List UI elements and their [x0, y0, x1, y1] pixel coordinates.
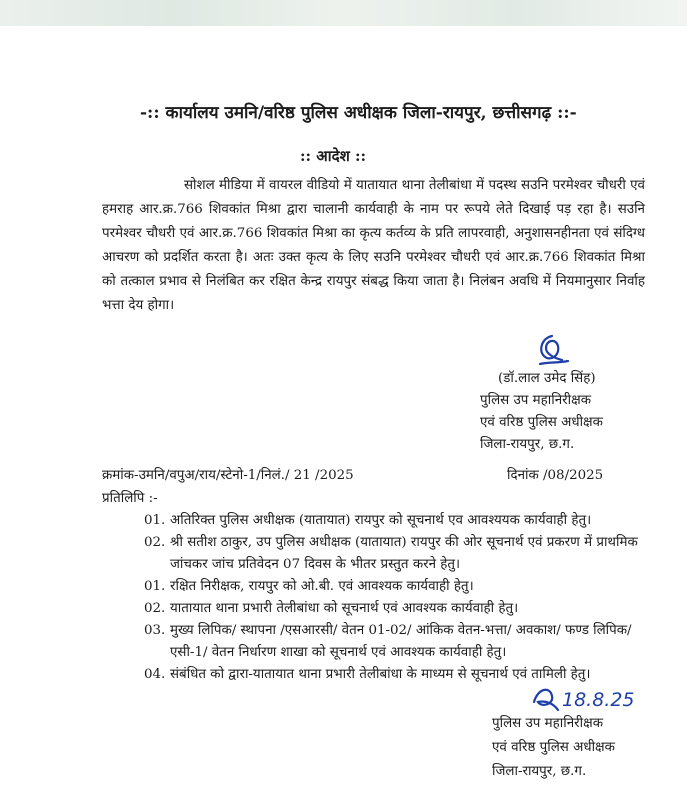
- list-item-text: श्री सतीश ठाकुर, उप पुलिस अधीक्षक (यातायात) रायपुर की ओर सूचनार्थ एवं प्रकरण में प्राथमिक जांचकर जांच प्रतिवेदन 07 दिवस के भीतर प्रस्तुत करने हेतु।: [170, 535, 638, 572]
- reference-number: क्रमांक-उमनि/वपुअ/राय/स्टेनो-1/निलं./ 21 /2025: [102, 468, 354, 483]
- list-item: [144, 532, 654, 576]
- list-item-text: यातायात थाना प्रभारी तेलीबांधा को सूचनार्थ एवं आवश्यक कार्यवाही हेतु।: [170, 601, 519, 616]
- copy-label: प्रतिलिपि :-: [102, 491, 158, 506]
- signature-mark: [532, 330, 572, 370]
- signatory-block-secondary: [492, 712, 672, 784]
- signature-date-annotation: 18.8.25: [562, 689, 635, 711]
- list-item-number: 03.: [144, 623, 166, 638]
- list-item-text: मुख्य लिपिक/ स्थापना /एसआरसी/ वेतन 01-02/ आंकिक वेतन-भत्ता/ अवकाश/ फण्ड लिपिक/ एसी-1/ वेतन निर्धारण शाखा को सूचनार्थ एवं आवश्यक कार्यवाही हेतु।: [170, 623, 632, 660]
- signatory-designation: पुलिस उप महानिरीक्षक: [492, 716, 603, 731]
- order-body-paragraph: सोशल मीडिया में वायरल वीडियो में यातायात थाना तेलीबांधा में पदस्थ सउनि परमेश्वर चौधरी एवं हमराह आर.क्र.766 शिवकांत मिश्रा द्वारा चालानी कार्यवाही के नाम पर रूपये लेते दिखाई पड़ रहा है। सउनि परमेश्वर चौधरी एवं आर.क्र.766 शिवकांत मिश्रा का कृत्य कर्तव्य के प्रति लापरवाही, अनुशासनहीनता एवं संदिग्ध आचरण को प्रदर्शित करता है। अतः उक्त कृत्य के लिए सउनि परमेश्वर चौधरी एवं आर.क्र.766 शिवकांत मिश्रा को तत्काल प्रभाव से निलंबित कर रक्षित केन्द्र रायपुर संबद्ध किया जाता है। निलंबन अवधि में नियमानुसार निर्वाह भत्ता देय होगा।: [102, 178, 645, 313]
- list-item: [144, 576, 654, 598]
- signatory-designation-secondary: एवं वरिष्ठ पुलिस अधीक्षक: [480, 415, 603, 430]
- list-item-text: संबंधित को द्वारा-यातायात थाना प्रभारी तेलीबांधा के माध्यम से सूचनार्थ एवं तामिली हेतु।: [170, 667, 591, 682]
- list-item: [144, 510, 654, 532]
- order-heading: :: आदेश ::: [300, 147, 367, 165]
- list-item-number: 04.: [144, 667, 166, 682]
- list-item-text: रक्षित निरीक्षक, रायपुर को ओ.बी. एवं आवश्यक कार्यवाही हेतु।: [170, 579, 474, 594]
- signatory-location: जिला-रायपुर, छ.ग.: [480, 437, 575, 452]
- list-item-text: अतिरिक्त पुलिस अधीक्षक (यातायात) रायपुर को सूचनार्थ एव आवश्ययक कार्यवाही हेतु।: [170, 513, 592, 528]
- list-item-number: 02.: [144, 601, 166, 616]
- list-item-number: 02.: [144, 535, 166, 550]
- signatory-block: [480, 368, 670, 456]
- reference-date: दिनांक /08/2025: [507, 468, 604, 483]
- signatory-name: (डॉ.लाल उमेद सिंह): [498, 371, 596, 386]
- list-item-number: 01.: [144, 579, 166, 594]
- list-item-number: 01.: [144, 513, 166, 528]
- signatory-designation: पुलिस उप महानिरीक्षक: [480, 393, 591, 408]
- list-item: [144, 620, 654, 664]
- signatory-location: जिला-रायपुर, छ.ग.: [492, 764, 587, 779]
- signature-mark-secondary: [528, 680, 648, 716]
- list-item: [144, 598, 654, 620]
- signatory-designation-secondary: एवं वरिष्ठ पुलिस अधीक्षक: [492, 740, 615, 755]
- office-title: -:: कार्यालय उमनि/वरिष्ठ पुलिस अधीक्षक जिला-रायपुर, छत्तीसगढ़ ::-: [140, 103, 577, 123]
- copy-list: [144, 510, 654, 686]
